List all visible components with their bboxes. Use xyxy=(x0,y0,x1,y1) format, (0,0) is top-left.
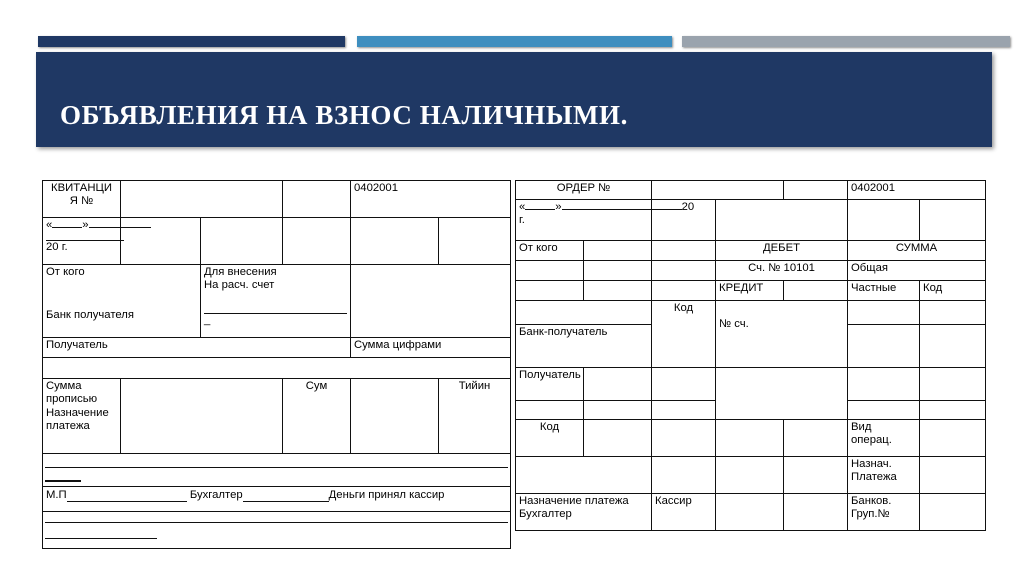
order-row9-blank-5[interactable] xyxy=(920,401,986,420)
order-credit-blank[interactable] xyxy=(784,281,848,301)
order-operation-type-label: Вид операц. xyxy=(848,420,920,457)
order-code2-label: Код xyxy=(652,301,716,368)
title-banner xyxy=(36,52,992,147)
order-bank-recipient-label: Банк-получатель xyxy=(516,325,652,368)
order-row7-blank-1[interactable] xyxy=(848,325,920,368)
receipt-sum-unit-label: Сум xyxy=(283,379,351,454)
bar-dark-icon xyxy=(38,36,345,47)
order-row10-blank-1[interactable] xyxy=(584,420,652,457)
order-debit-label: ДЕБЕТ xyxy=(716,241,848,261)
order-row4-blank-2[interactable] xyxy=(584,261,652,281)
order-row11-blank-3[interactable] xyxy=(716,457,784,494)
receipt-recipient-label: Получатель xyxy=(43,338,351,358)
order-row3-blank[interactable] xyxy=(652,241,716,261)
receipt-date-year: 20 г. xyxy=(46,241,68,254)
receipt-rule-long xyxy=(45,467,508,468)
receipt-header-blank-1[interactable] xyxy=(121,181,283,218)
receipt-coin-unit-label: Тийин xyxy=(439,379,511,454)
order-row12-blank-2[interactable] xyxy=(784,494,848,531)
order-row10-blank-4[interactable] xyxy=(784,420,848,457)
table-row xyxy=(43,218,511,265)
receipt-rule-row-2[interactable] xyxy=(43,512,511,549)
receipt-sum-unit-blank[interactable] xyxy=(351,379,439,454)
table-row xyxy=(43,379,511,454)
receipt-purpose-dash: _ xyxy=(204,313,211,326)
order-row8-blank-4[interactable] xyxy=(848,368,920,401)
order-form-table xyxy=(515,180,986,531)
order-row11-blank-5[interactable] xyxy=(920,457,986,494)
receipt-purpose-line1: Для внесения xyxy=(204,266,277,278)
receipt-purpose-line2: На расч. счет xyxy=(204,279,275,292)
receipt-accountant-label: Бухгалтер xyxy=(189,489,243,501)
order-account-no: Сч. № 10101 xyxy=(716,261,848,281)
order-date-year-num: 20 xyxy=(681,201,695,213)
receipt-form-table xyxy=(42,180,511,549)
table-row xyxy=(516,261,986,281)
receipt-date-blank-2[interactable] xyxy=(201,218,283,265)
order-payment-purpose-footer: Назначение платежа Бухгалтер xyxy=(516,494,652,531)
page-title: ОБЪЯВЛЕНИЯ НА ВЗНОС НАЛИЧНЫМИ. xyxy=(60,100,628,130)
table-row xyxy=(516,241,986,261)
bar-gray-icon xyxy=(682,36,1010,47)
receipt-purpose-blank[interactable] xyxy=(351,265,511,338)
table-row xyxy=(516,301,986,325)
receipt-date-cell[interactable]: « » 20 г. xyxy=(43,218,121,265)
order-row10-blank-2[interactable] xyxy=(652,420,716,457)
order-total-label: Общая xyxy=(848,261,986,281)
table-row xyxy=(516,494,986,531)
receipt-form-code: 0402001 xyxy=(351,181,511,218)
table-row xyxy=(516,200,986,241)
order-recipient-label: Получатель xyxy=(516,368,584,401)
receipt-spacer-row[interactable] xyxy=(43,358,511,379)
order-row9-blank-1[interactable] xyxy=(516,401,584,420)
order-row6-blank-1[interactable] xyxy=(516,301,652,325)
receipt-from-whom-cell[interactable] xyxy=(43,265,201,338)
order-header-blank-1[interactable] xyxy=(652,181,784,200)
order-payment-purpose-label: Назнач. Платежа xyxy=(848,457,920,494)
receipt-rule-row-1[interactable] xyxy=(43,454,511,487)
order-private-label: Частные xyxy=(848,281,920,301)
order-form-code: 0402001 xyxy=(848,181,986,200)
order-account-short-cell[interactable] xyxy=(716,301,848,368)
receipt-rule-short xyxy=(45,480,81,482)
order-row5-blank-1[interactable] xyxy=(516,281,584,301)
order-row8-blank-5[interactable] xyxy=(920,368,986,401)
receipt-bank-recipient-label: Банк получателя xyxy=(46,309,134,322)
table-row xyxy=(516,420,986,457)
order-row5-blank-3[interactable] xyxy=(652,281,716,301)
order-credit-label: КРЕДИТ xyxy=(716,281,784,301)
order-sum-label: СУММА xyxy=(848,241,986,261)
order-date-year-suffix: г. xyxy=(519,214,525,227)
order-row7-blank-2[interactable] xyxy=(920,325,986,368)
receipt-date-blank-5[interactable] xyxy=(439,218,511,265)
receipt-mp-label: М.П xyxy=(46,489,67,501)
order-date-cell[interactable]: « » 20 г. xyxy=(516,200,652,241)
order-row5-blank-2[interactable] xyxy=(584,281,652,301)
table-row xyxy=(43,358,511,379)
bar-blue-icon xyxy=(357,36,672,47)
order-row11-blank-2[interactable] xyxy=(652,457,716,494)
table-row xyxy=(43,265,511,338)
forms-container xyxy=(0,176,1024,556)
table-row xyxy=(516,368,986,401)
order-date-blank-4[interactable] xyxy=(920,200,986,241)
table-row xyxy=(43,181,511,218)
receipt-purpose-cell[interactable] xyxy=(201,265,351,338)
order-code-label: Код xyxy=(920,281,986,301)
order-row9-blank-4[interactable] xyxy=(848,401,920,420)
order-row12-blank-3[interactable] xyxy=(920,494,986,531)
order-row11-blank-1[interactable] xyxy=(516,457,652,494)
table-row xyxy=(43,338,511,358)
receipt-from-whom-label: От кого xyxy=(46,266,85,278)
order-date-blank-2[interactable] xyxy=(716,200,848,241)
order-row9-blank-2[interactable] xyxy=(584,401,652,420)
order-row4-blank-1[interactable] xyxy=(516,261,584,281)
receipt-date-blank-3[interactable] xyxy=(283,218,351,265)
receipt-date-blank-4[interactable] xyxy=(351,218,439,265)
order-row10-blank-3[interactable] xyxy=(716,420,784,457)
table-row xyxy=(43,487,511,512)
receipt-sum-words-blank[interactable] xyxy=(121,379,283,454)
order-row4-blank-3[interactable] xyxy=(652,261,716,281)
receipt-tail-rule-long xyxy=(45,522,508,523)
order-account-short-label: № сч. xyxy=(719,318,749,330)
order-row10-blank-5[interactable] xyxy=(920,420,986,457)
decorative-top-bars xyxy=(0,36,1024,48)
order-date-blank-3[interactable] xyxy=(848,200,920,241)
order-row6-blank-2[interactable] xyxy=(848,301,920,325)
order-row9-blank-3[interactable] xyxy=(652,401,716,420)
receipt-cashier-label: Деньги принял кассир xyxy=(328,489,445,501)
order-header-label: ОРДЕР № xyxy=(516,181,652,200)
table-row xyxy=(43,512,511,549)
table-row xyxy=(43,454,511,487)
receipt-header-blank-2[interactable] xyxy=(283,181,351,218)
order-cashier-label: Кассир xyxy=(652,494,716,531)
order-row6-blank-3[interactable] xyxy=(920,301,986,325)
receipt-sum-words-label: Сумма прописью Назначение платежа xyxy=(43,379,121,454)
table-row xyxy=(516,281,986,301)
order-row8-blank-3[interactable] xyxy=(716,368,848,420)
order-bank-group-label: Банков. Груп.№ xyxy=(848,494,920,531)
receipt-signature-row[interactable] xyxy=(43,487,511,512)
table-row xyxy=(516,457,986,494)
order-row12-blank-1[interactable] xyxy=(716,494,784,531)
order-from-whom-blank[interactable] xyxy=(584,241,652,261)
order-row8-blank-2[interactable] xyxy=(652,368,716,401)
order-from-whom-label: От кого xyxy=(516,241,584,261)
order-header-blank-2[interactable] xyxy=(784,181,848,200)
receipt-tail-rule-short xyxy=(45,538,157,539)
receipt-sum-figures-label: Сумма цифрами xyxy=(351,338,511,358)
order-code3-label: Код xyxy=(516,420,584,457)
order-row8-blank-1[interactable] xyxy=(584,368,652,401)
receipt-header-label: КВИТАНЦИ Я № xyxy=(43,181,121,218)
order-row11-blank-4[interactable] xyxy=(784,457,848,494)
table-row xyxy=(516,181,986,200)
